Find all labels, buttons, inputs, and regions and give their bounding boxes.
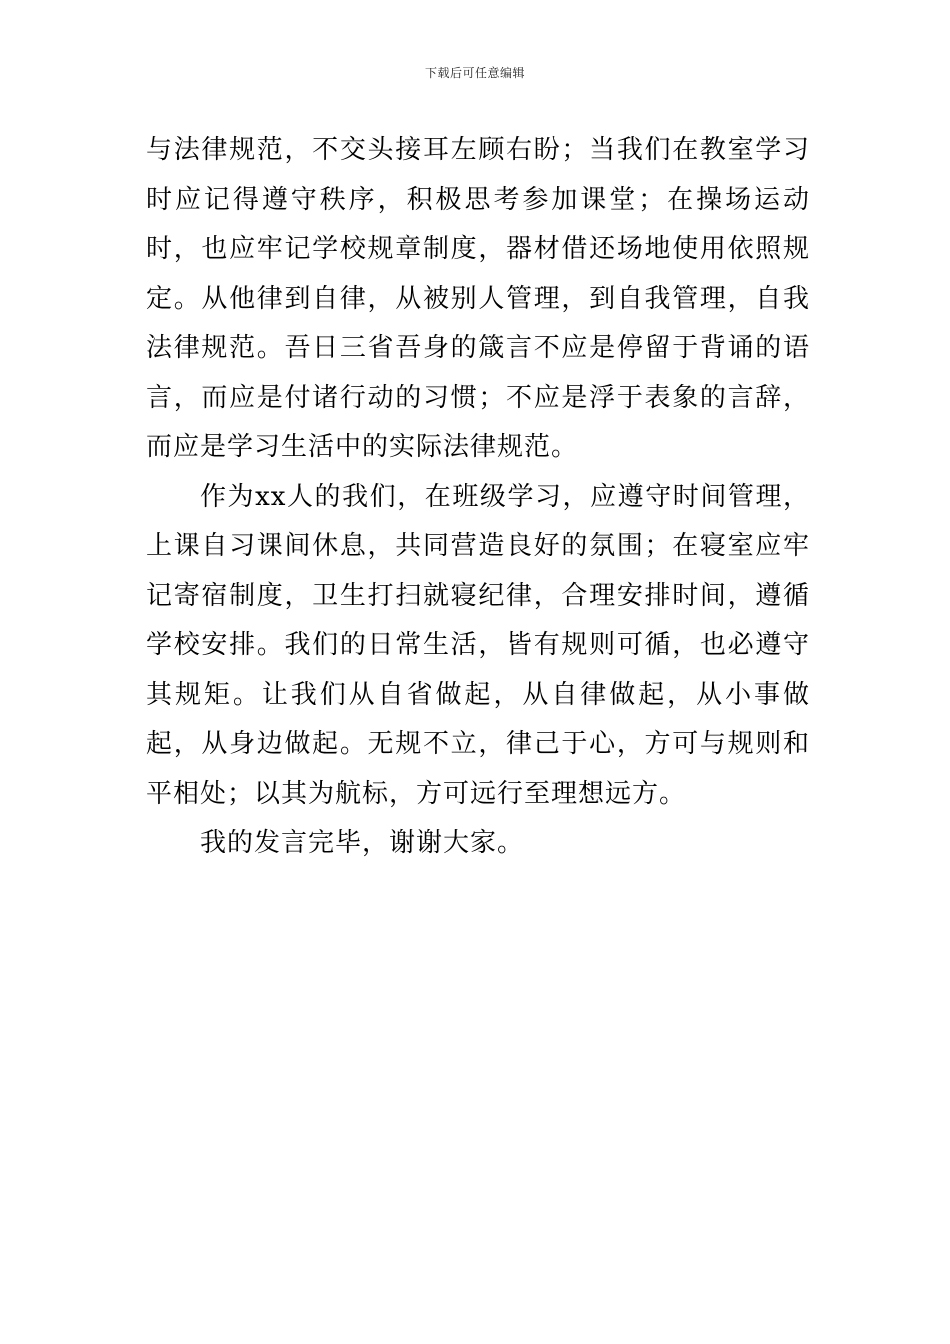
page-header: 下载后可任意编辑 xyxy=(424,66,525,80)
document-body xyxy=(146,126,810,869)
paragraph-continued: 与法律规范，不交头接耳左顾右盼；当我们在教室学习时应记得遵守秩序，积极思考参加课堂；在操场运动时，也应牢记学校规章制度，器材借还场地使用依照规定。从他律到自律，从被别人管理，到自我管理，自我法律规范。吾日三省吾身的箴言不应是停留于背诵的语言，而应是付诸行动的习惯；不应是浮于表象的言辞，而应是学习生活中的实际法律规范。 xyxy=(146,135,810,462)
paragraph-closing: 我的发言完毕，谢谢大家。 xyxy=(200,828,525,858)
paragraph: 作为xx人的我们，在班级学习，应遵守时间管理，上课自习课间休息，共同营造良好的氛围；在寝室应牢记寄宿制度，卫生打扫就寝纪律，合理安排时间，遵循学校安排。我们的日常生活，皆有规则可循，也必遵守其规矩。让我们从自省做起，从自律做起，从小事做起，从身边做起。无规不立，律己于心，方可与规则和平相处；以其为航标，方可远行至理想远方。 xyxy=(146,481,810,809)
